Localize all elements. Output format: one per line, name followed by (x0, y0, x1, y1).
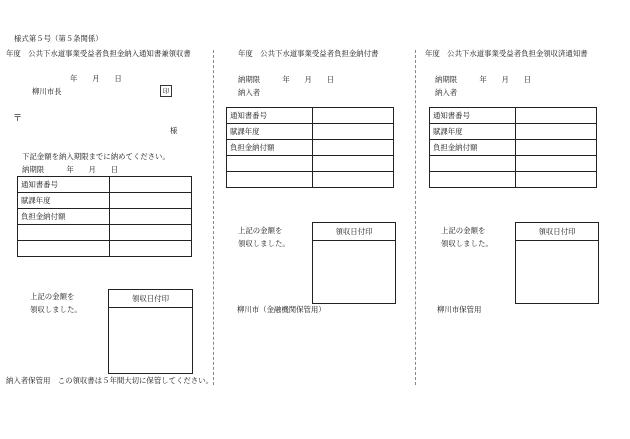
left-stamp-box (108, 289, 193, 374)
value-cell (313, 124, 394, 140)
right-title: 年度 公共下水道事業受益者負担金領収済通知書 (425, 49, 588, 58)
value-cell (516, 140, 597, 156)
table-row (227, 140, 394, 156)
right-receipt-text-1: 上記の金額を (441, 226, 486, 235)
value-cell (110, 177, 192, 193)
row-label (227, 172, 313, 188)
right-stamp-box (515, 222, 599, 304)
table-row (430, 172, 597, 188)
left-receipt-text-1: 上記の金額を (30, 292, 75, 301)
left-title: 年度 公共下水道事業受益者負担金納入通知書兼領収書 (6, 49, 191, 58)
honorific-label: 様 (170, 126, 178, 135)
table-row (18, 241, 192, 257)
row-label (430, 172, 516, 188)
middle-title: 年度 公共下水道事業受益者負担金納付書 (238, 49, 379, 58)
table-row (227, 108, 394, 124)
value-cell (516, 172, 597, 188)
table-row (18, 193, 192, 209)
middle-deadline: 納期限 年 月 日 (238, 75, 335, 84)
value-cell (516, 156, 597, 172)
row-label (430, 156, 516, 172)
instruction-text: 下記金額を納入期限までに納めてください。 (22, 152, 170, 161)
table-row (430, 108, 597, 124)
row-label (18, 225, 110, 241)
table-row (227, 156, 394, 172)
seal-icon: 印 (160, 85, 172, 97)
table-row (18, 209, 192, 225)
middle-footer: 柳川市（金融機関保管用） (237, 305, 326, 314)
row-label: 通知書番号 (18, 177, 110, 193)
middle-payer: 納入者 (238, 88, 261, 97)
value-cell (313, 140, 394, 156)
value-cell (110, 241, 192, 257)
row-label: 負担金納付額 (430, 140, 516, 156)
middle-stamp-title: 領収日付印 (313, 223, 395, 241)
value-cell (313, 172, 394, 188)
left-amount-table (17, 176, 192, 257)
cut-line-1 (213, 50, 214, 385)
row-label (18, 241, 110, 257)
table-row (430, 156, 597, 172)
postal-mark: 〒 (13, 114, 23, 124)
right-amount-table (429, 107, 597, 188)
left-stamp-title: 領収日付印 (109, 290, 192, 308)
row-label (227, 156, 313, 172)
cut-line-2 (415, 50, 416, 385)
middle-receipt-text-2: 領収しました。 (238, 239, 290, 248)
table-row (18, 225, 192, 241)
right-footer: 柳川市保管用 (437, 305, 482, 314)
right-deadline: 納期限 年 月 日 (435, 75, 532, 84)
left-receipt-text-2: 領収しました。 (30, 305, 82, 314)
middle-receipt-text-1: 上記の金額を (238, 226, 283, 235)
right-receipt-text-2: 領収しました。 (441, 239, 493, 248)
value-cell (110, 225, 192, 241)
middle-stamp-box (312, 222, 396, 304)
table-row (227, 172, 394, 188)
form-label: 様式第５号（第５条関係） (14, 34, 103, 43)
value-cell (516, 124, 597, 140)
row-label: 負担金納付額 (18, 209, 110, 225)
value-cell (110, 193, 192, 209)
table-row (430, 140, 597, 156)
table-row (227, 124, 394, 140)
row-label: 賦課年度 (227, 124, 313, 140)
table-row (18, 177, 192, 193)
value-cell (313, 156, 394, 172)
mayor-label: 柳川市長 (32, 87, 62, 96)
row-label: 賦課年度 (430, 124, 516, 140)
table-row (430, 124, 597, 140)
value-cell (313, 108, 394, 124)
left-date: 年 月 日 (70, 74, 122, 83)
right-payer: 納入者 (435, 88, 458, 97)
row-label: 通知書番号 (430, 108, 516, 124)
row-label: 負担金納付額 (227, 140, 313, 156)
row-label: 賦課年度 (18, 193, 110, 209)
left-footer: 納入者保管用 この領収書は５年間大切に保管してください。 (6, 376, 213, 385)
right-stamp-title: 領収日付印 (516, 223, 598, 241)
value-cell (110, 209, 192, 225)
left-deadline: 納期限 年 月 日 (22, 165, 119, 174)
row-label: 通知書番号 (227, 108, 313, 124)
middle-amount-table (226, 107, 394, 188)
value-cell (516, 108, 597, 124)
